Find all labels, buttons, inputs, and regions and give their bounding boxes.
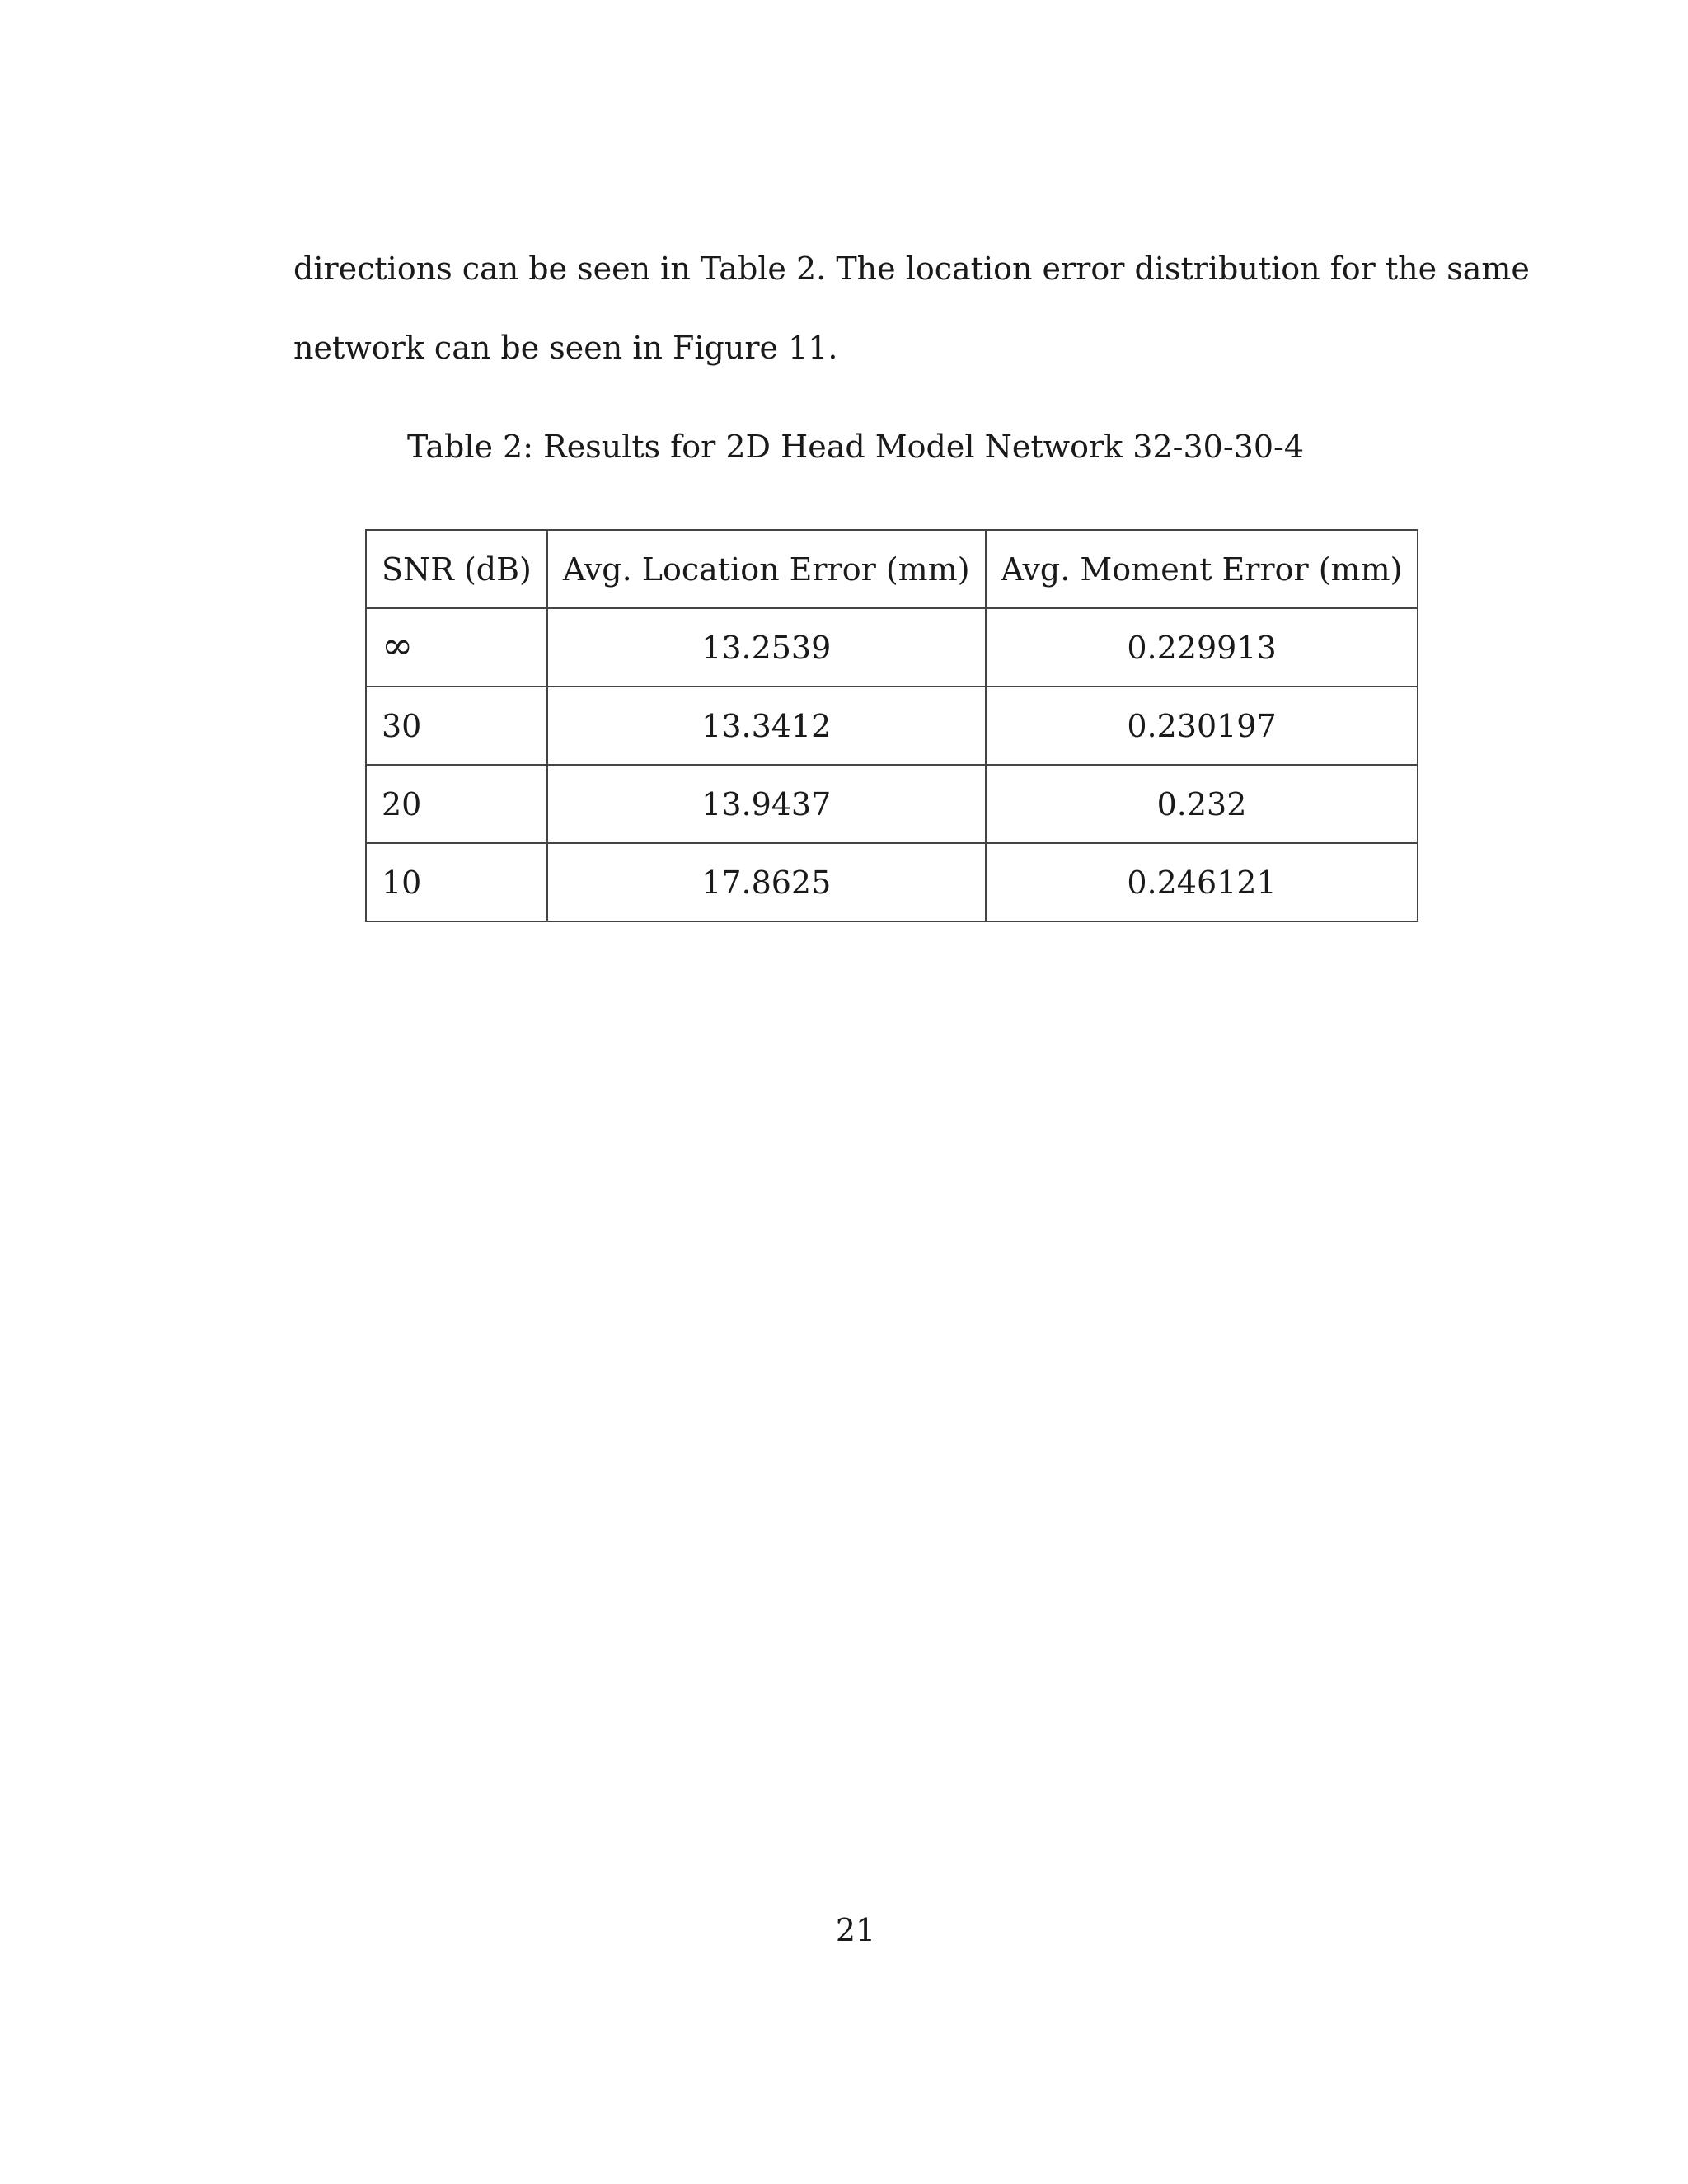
infinity-symbol: ∞ bbox=[382, 622, 414, 668]
cell-snr: 20 bbox=[366, 765, 547, 843]
cell-location-error: 13.9437 bbox=[547, 765, 986, 843]
table-row bbox=[366, 687, 1418, 765]
results-table bbox=[365, 529, 1418, 922]
header-snr: SNR (dB) bbox=[366, 530, 547, 608]
cell-snr: 10 bbox=[366, 843, 547, 921]
table-header-row bbox=[366, 530, 1418, 608]
cell-location-error: 13.3412 bbox=[547, 687, 986, 765]
page-number: 21 bbox=[835, 1912, 876, 1948]
table-row bbox=[366, 765, 1418, 843]
cell-moment-error: 0.246121 bbox=[986, 843, 1418, 921]
cell-moment-error: 0.230197 bbox=[986, 687, 1418, 765]
body-text-line-2: network can be seen in Figure 11. bbox=[293, 330, 838, 366]
cell-location-error: 17.8625 bbox=[547, 843, 986, 921]
cell-moment-error: 0.232 bbox=[986, 765, 1418, 843]
cell-snr bbox=[366, 608, 547, 687]
cell-snr: 30 bbox=[366, 687, 547, 765]
table-caption: Table 2: Results for 2D Head Model Network 32-30-30-4 bbox=[406, 429, 1305, 465]
body-text-line-1: directions can be seen in Table 2. The location error distribution for the same bbox=[293, 251, 1530, 287]
header-location-error: Avg. Location Error (mm) bbox=[547, 530, 986, 608]
cell-location-error: 13.2539 bbox=[547, 608, 986, 687]
cell-moment-error: 0.229913 bbox=[986, 608, 1418, 687]
table-row bbox=[366, 608, 1418, 687]
header-moment-error: Avg. Moment Error (mm) bbox=[986, 530, 1418, 608]
table-row bbox=[366, 843, 1418, 921]
